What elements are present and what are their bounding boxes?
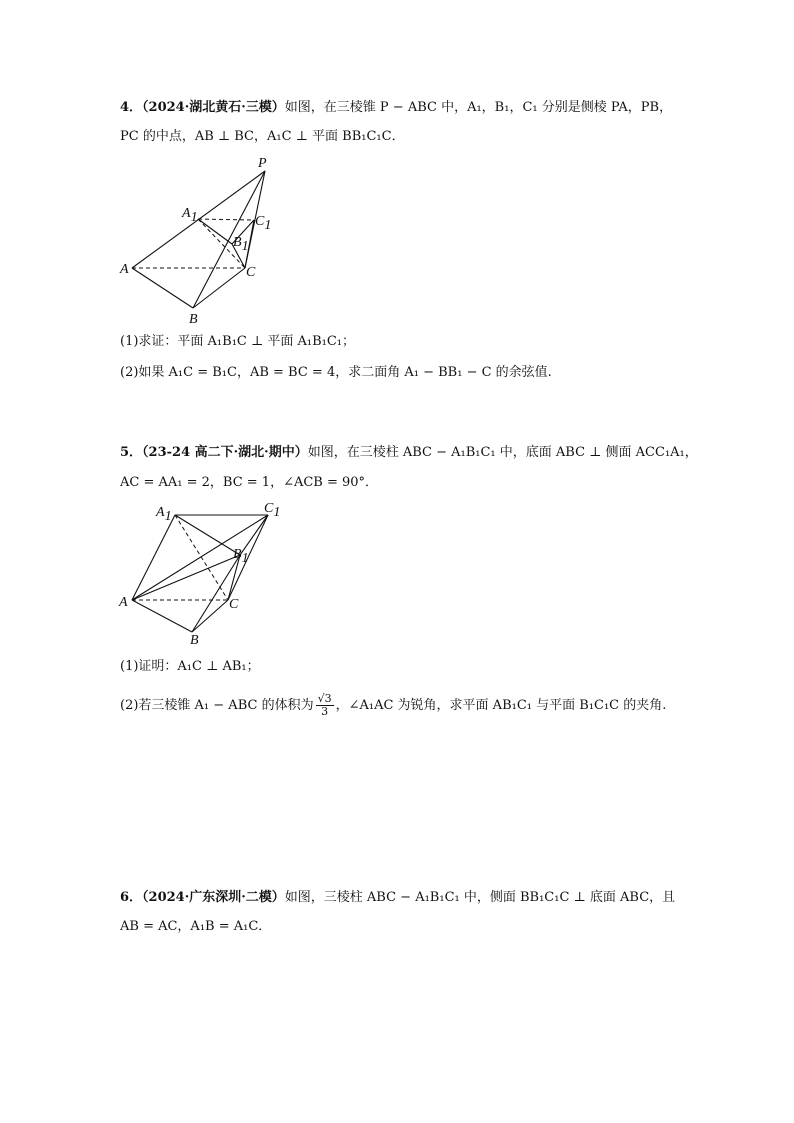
label-B1: B1 <box>233 235 249 254</box>
label-C: C <box>229 597 239 612</box>
problem-6-source: （2024·广东深圳·二模） <box>142 890 285 905</box>
edge-AB <box>132 600 192 632</box>
label-B1: B1 <box>233 547 249 566</box>
problem-5-question-2 <box>120 693 666 718</box>
problem-4-line-2: PC 的中点，AB ⊥ BC，A₁C ⊥ 平面 BB₁C₁C． <box>120 129 405 144</box>
problem-5-text-1: 如图，在三棱柱 ABC − A₁B₁C₁ 中，底面 ABC ⊥ 侧面 ACC₁A₁， <box>307 445 698 460</box>
problem-5-number: 5． <box>120 445 143 460</box>
problem-6-number: 6． <box>120 890 143 905</box>
label-B: B <box>190 633 199 648</box>
fraction-numerator: √3 <box>317 692 332 705</box>
edge-BC <box>192 600 228 632</box>
edge-C1B1 <box>240 515 268 555</box>
volume-fraction <box>316 693 334 718</box>
problem-5-question-2-pre: (2)若三棱锥 A₁ − ABC 的体积为 <box>120 698 314 713</box>
label-A: A <box>120 262 129 277</box>
problem-6-line-2: AB = AC，A₁B = A₁C． <box>120 919 272 934</box>
label-P: P <box>258 156 267 171</box>
problem-5-line-1 <box>120 444 698 462</box>
label-C1: C1 <box>255 214 272 233</box>
problem-4-text-1: 如图，在三棱锥 P − ABC 中，A₁，B₁，C₁ 分别是侧棱 PA，PB， <box>284 100 673 115</box>
problem-5-source: （23-24 高二下·湖北·期中） <box>142 445 308 460</box>
figure-tetrahedron <box>115 150 285 330</box>
label-C: C <box>246 265 256 280</box>
figure-prism <box>115 500 290 650</box>
edge-A1B1 <box>198 219 232 244</box>
problem-4-source: （2024·湖北黄石·三模） <box>142 100 285 115</box>
problem-4-number: 4． <box>120 100 143 115</box>
fraction-denominator: 3 <box>321 705 329 718</box>
edge-A1C-hidden <box>175 515 228 600</box>
problem-4-question-2: (2)如果 A₁C = B₁C，AB = BC = 4，求二面角 A₁ − BB₁ − C 的余弦值. <box>120 365 552 380</box>
label-A1: A1 <box>156 505 172 524</box>
edge-AB <box>132 268 193 308</box>
label-B: B <box>189 312 198 327</box>
edge-BB1 <box>192 555 240 632</box>
label-A: A <box>119 595 128 610</box>
problem-5-line-2: AC = AA₁ = 2，BC = 1，∠ACB = 90°． <box>120 475 379 490</box>
edge-A1B1 <box>175 515 240 555</box>
problem-4-line-1 <box>120 99 672 117</box>
edge-A1C1-hidden <box>198 219 254 220</box>
problem-4-question-1: (1)求证：平面 A₁B₁C ⊥ 平面 A₁B₁C₁； <box>120 334 356 349</box>
problem-6-text-1: 如图，三棱柱 ABC − A₁B₁C₁ 中，侧面 BB₁C₁C ⊥ 底面 ABC，且 <box>284 890 676 905</box>
label-A1: A1 <box>182 206 198 225</box>
label-C1: C1 <box>264 501 281 520</box>
problem-5-question-2-post: ，∠A₁AC 为锐角，求平面 AB₁C₁ 与平面 B₁C₁C 的夹角. <box>335 698 667 713</box>
edge-PB <box>193 171 265 308</box>
problem-6-line-1 <box>120 889 675 907</box>
edge-A1A <box>132 515 175 600</box>
problem-5-question-1: (1)证明：A₁C ⊥ AB₁； <box>120 659 260 674</box>
edge-BC <box>193 268 245 308</box>
